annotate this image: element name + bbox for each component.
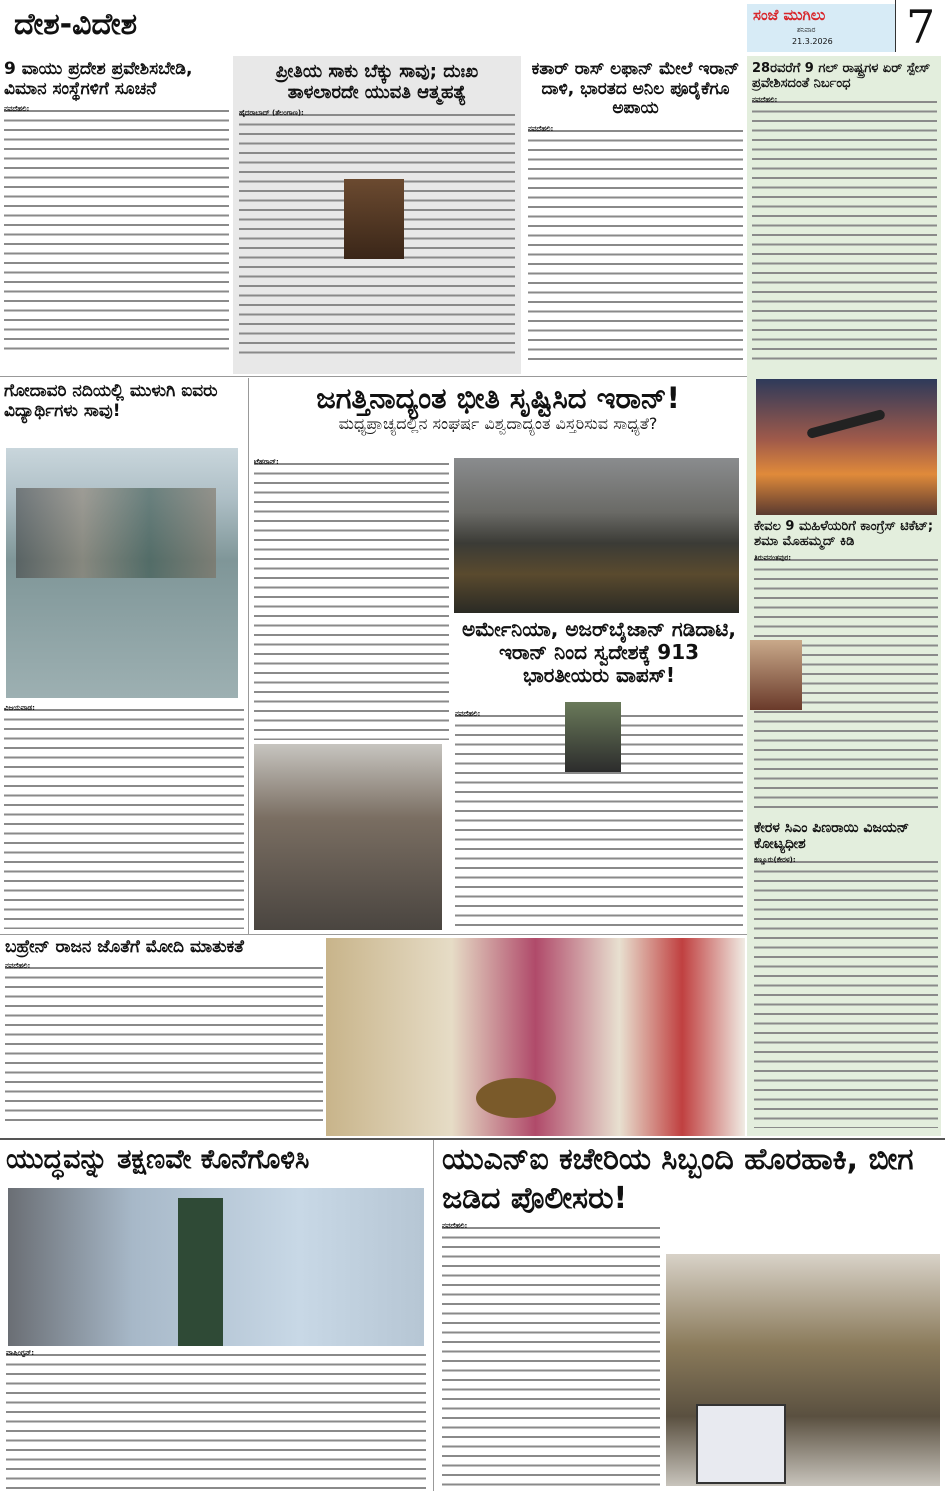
article-body: [4, 105, 229, 350]
dateline: ತಿರುವನಂತಪುರ:: [754, 554, 938, 563]
dateline: ನವದೆಹಲಿ:: [752, 96, 937, 105]
dateline: ಟೆಹರಾನ್:: [254, 458, 449, 467]
logo-text: ಸಂಜೆ ಮುಗಿಲು: [753, 6, 826, 24]
article-kerala: [754, 820, 938, 1132]
headline: ಬಹ್ರೇನ್ ರಾಜನ ಜೊತೆಗೆ ಮೋದಿ ಮಾತುಕತೆ: [5, 937, 244, 957]
debris-photo: [254, 744, 442, 930]
shama-mohamed-photo: [750, 640, 802, 710]
article-body: [754, 856, 938, 1128]
headline: ಪ್ರೀತಿಯ ಸಾಕು ಬೆಕ್ಕು ಸಾವು; ದುಃಖ ತಾಳಲಾರದೇ ಯುವತಿ ಆತ್ಮಹತ್ಯೆ: [275, 61, 479, 103]
airplane-photo: [756, 379, 937, 515]
headline: ಕತಾರ್ ರಾಸ್ ಲಫಾನ್ ಮೇಲೆ ಇರಾನ್ ದಾಳಿ, ಭಾರತದ ಅನಿಲ ಪೂರೈಕೆಗೂ ಅಪಾಯ: [531, 59, 740, 119]
headline: ಕೇರಳ ಸಿಎಂ ಪಿಣರಾಯಿ ವಿಜಯನ್ ಕೋಟ್ಯಧೀಶ: [754, 820, 910, 853]
day: ಶನಿವಾರ: [797, 26, 816, 34]
article-uni: [442, 1140, 942, 1490]
article-body: [752, 96, 937, 361]
article-body: [6, 1349, 426, 1489]
river-photo: [6, 448, 238, 698]
headline: ಗೋದಾವರಿ ನದಿಯಲ್ಲಿ ಮುಳುಗಿ ಐವರು ವಿದ್ಯಾರ್ಥಿಗಳು ಸಾವು!: [4, 381, 218, 421]
aircraft-carrier-photo: [8, 1188, 424, 1346]
cats-photo: [344, 179, 404, 259]
article-body: [254, 458, 449, 740]
article-war: [6, 1144, 428, 1489]
dateline: ಕಣ್ಣೂರು(ಕೇರಳ):: [754, 856, 938, 865]
dateline: ನವದೆಹಲಿ:: [5, 962, 323, 971]
official-photo: [565, 702, 621, 772]
headline: ಅರ್ಮೇನಿಯಾ, ಅಜರ್‌ಬೈಜಾನ್ ಗಡಿದಾಟಿ, ಇರಾನ್ ನಿಂದ ಸ್ವದೇಶಕ್ಕೆ 913 ಭಾರತೀಯರು ವಾಪಸ್!: [462, 617, 736, 687]
article-body: [5, 962, 323, 1127]
dateline: ವಿಜಯವಾಡ:: [4, 704, 244, 713]
section-title: ದೇಶ-ವಿದೇಶ: [14, 7, 138, 42]
subheadline: ಮಧ್ಯಪ್ರಾಚ್ಯದಲ್ಲಿನ ಸಂಘರ್ಷ ವಿಶ್ವದಾದ್ಯಂತ ವಿಸ್ತರಿಸುವ ಸಾಧ್ಯತೆ?: [338, 414, 658, 434]
dateline: ನವದೆಹಲಿ:: [4, 105, 229, 114]
article-body: [528, 125, 743, 363]
headline: ಜಗತ್ತಿನಾದ್ಯಂತ ಭೀತಿ ಸೃಷ್ಟಿಸಿದ ಇರಾನ್!: [316, 381, 680, 415]
police-office-photo: [666, 1254, 940, 1486]
headline: 9 ವಾಯು ಪ್ರದೇಶ ಪ್ರವೇಶಿಸಬೇಡಿ, ವಿಮಾನ ಸಂಸ್ಥೆಗಳಿಗೆ ಸೂಚನೆ: [4, 59, 193, 99]
article-body: [754, 554, 938, 809]
dateline: ನವದೆಹಲಿ:: [528, 125, 743, 134]
article-gulf: [752, 62, 937, 372]
article-body: [455, 710, 743, 928]
date: 21.3.2026: [792, 37, 833, 46]
article-suicide: [233, 56, 521, 374]
modi-bahrain-king-photo: [326, 938, 745, 1136]
article-body: [239, 109, 515, 359]
city-smoke-photo: [454, 458, 739, 613]
dateline: ನವದೆಹಲಿ:: [455, 710, 743, 719]
dateline: ಹೈದರಾಬಾದ್ (ತೆಲಂಗಾಣ):: [239, 109, 515, 118]
logo: [753, 6, 825, 24]
article-bahrain: [5, 938, 323, 1133]
dateline: ವಾಷಿಂಗ್ಟನ್:: [6, 1349, 426, 1358]
article-qatar: [528, 60, 743, 372]
headline: ಯುಎನ್‌ಐ ಕಚೇರಿಯ ಸಿಬ್ಬಂದಿ ಹೊರಹಾಕಿ, ಬೀಗ ಜಡಿದ ಪೊಲೀಸರು!: [442, 1142, 914, 1216]
article-congress: [754, 520, 938, 815]
article-airspace: [4, 60, 229, 372]
headline: ಯುದ್ಧವನ್ನು ತಕ್ಷಣವೇ ಕೊನೆಗೊಳಿಸಿ: [6, 1144, 310, 1175]
article-armenia: [455, 618, 743, 930]
page-number: 7: [895, 0, 941, 52]
dateline: ನವದೆಹಲಿ:: [442, 1222, 660, 1231]
article-godavari: [4, 382, 244, 932]
article-body: [4, 704, 244, 929]
masthead: [747, 0, 941, 54]
headline: 28ರವರೆಗೆ 9 ಗಲ್ ರಾಷ್ಟ್ರಗಳ ಏರ್ ಸ್ಪೇಸ್ ಪ್ರವೇಶಿಸದಂತೆ ನಿರ್ಬಂಧ: [752, 61, 931, 91]
article-body: [442, 1222, 660, 1488]
headline: ಕೇವಲ 9 ಮಹಿಳೆಯರಿಗೆ ಕಾಂಗ್ರೆಸ್ ಟಿಕೆಟ್; ಶಮಾ ಮೊಹಮ್ಮದ್ ಕಿಡಿ: [754, 519, 934, 549]
